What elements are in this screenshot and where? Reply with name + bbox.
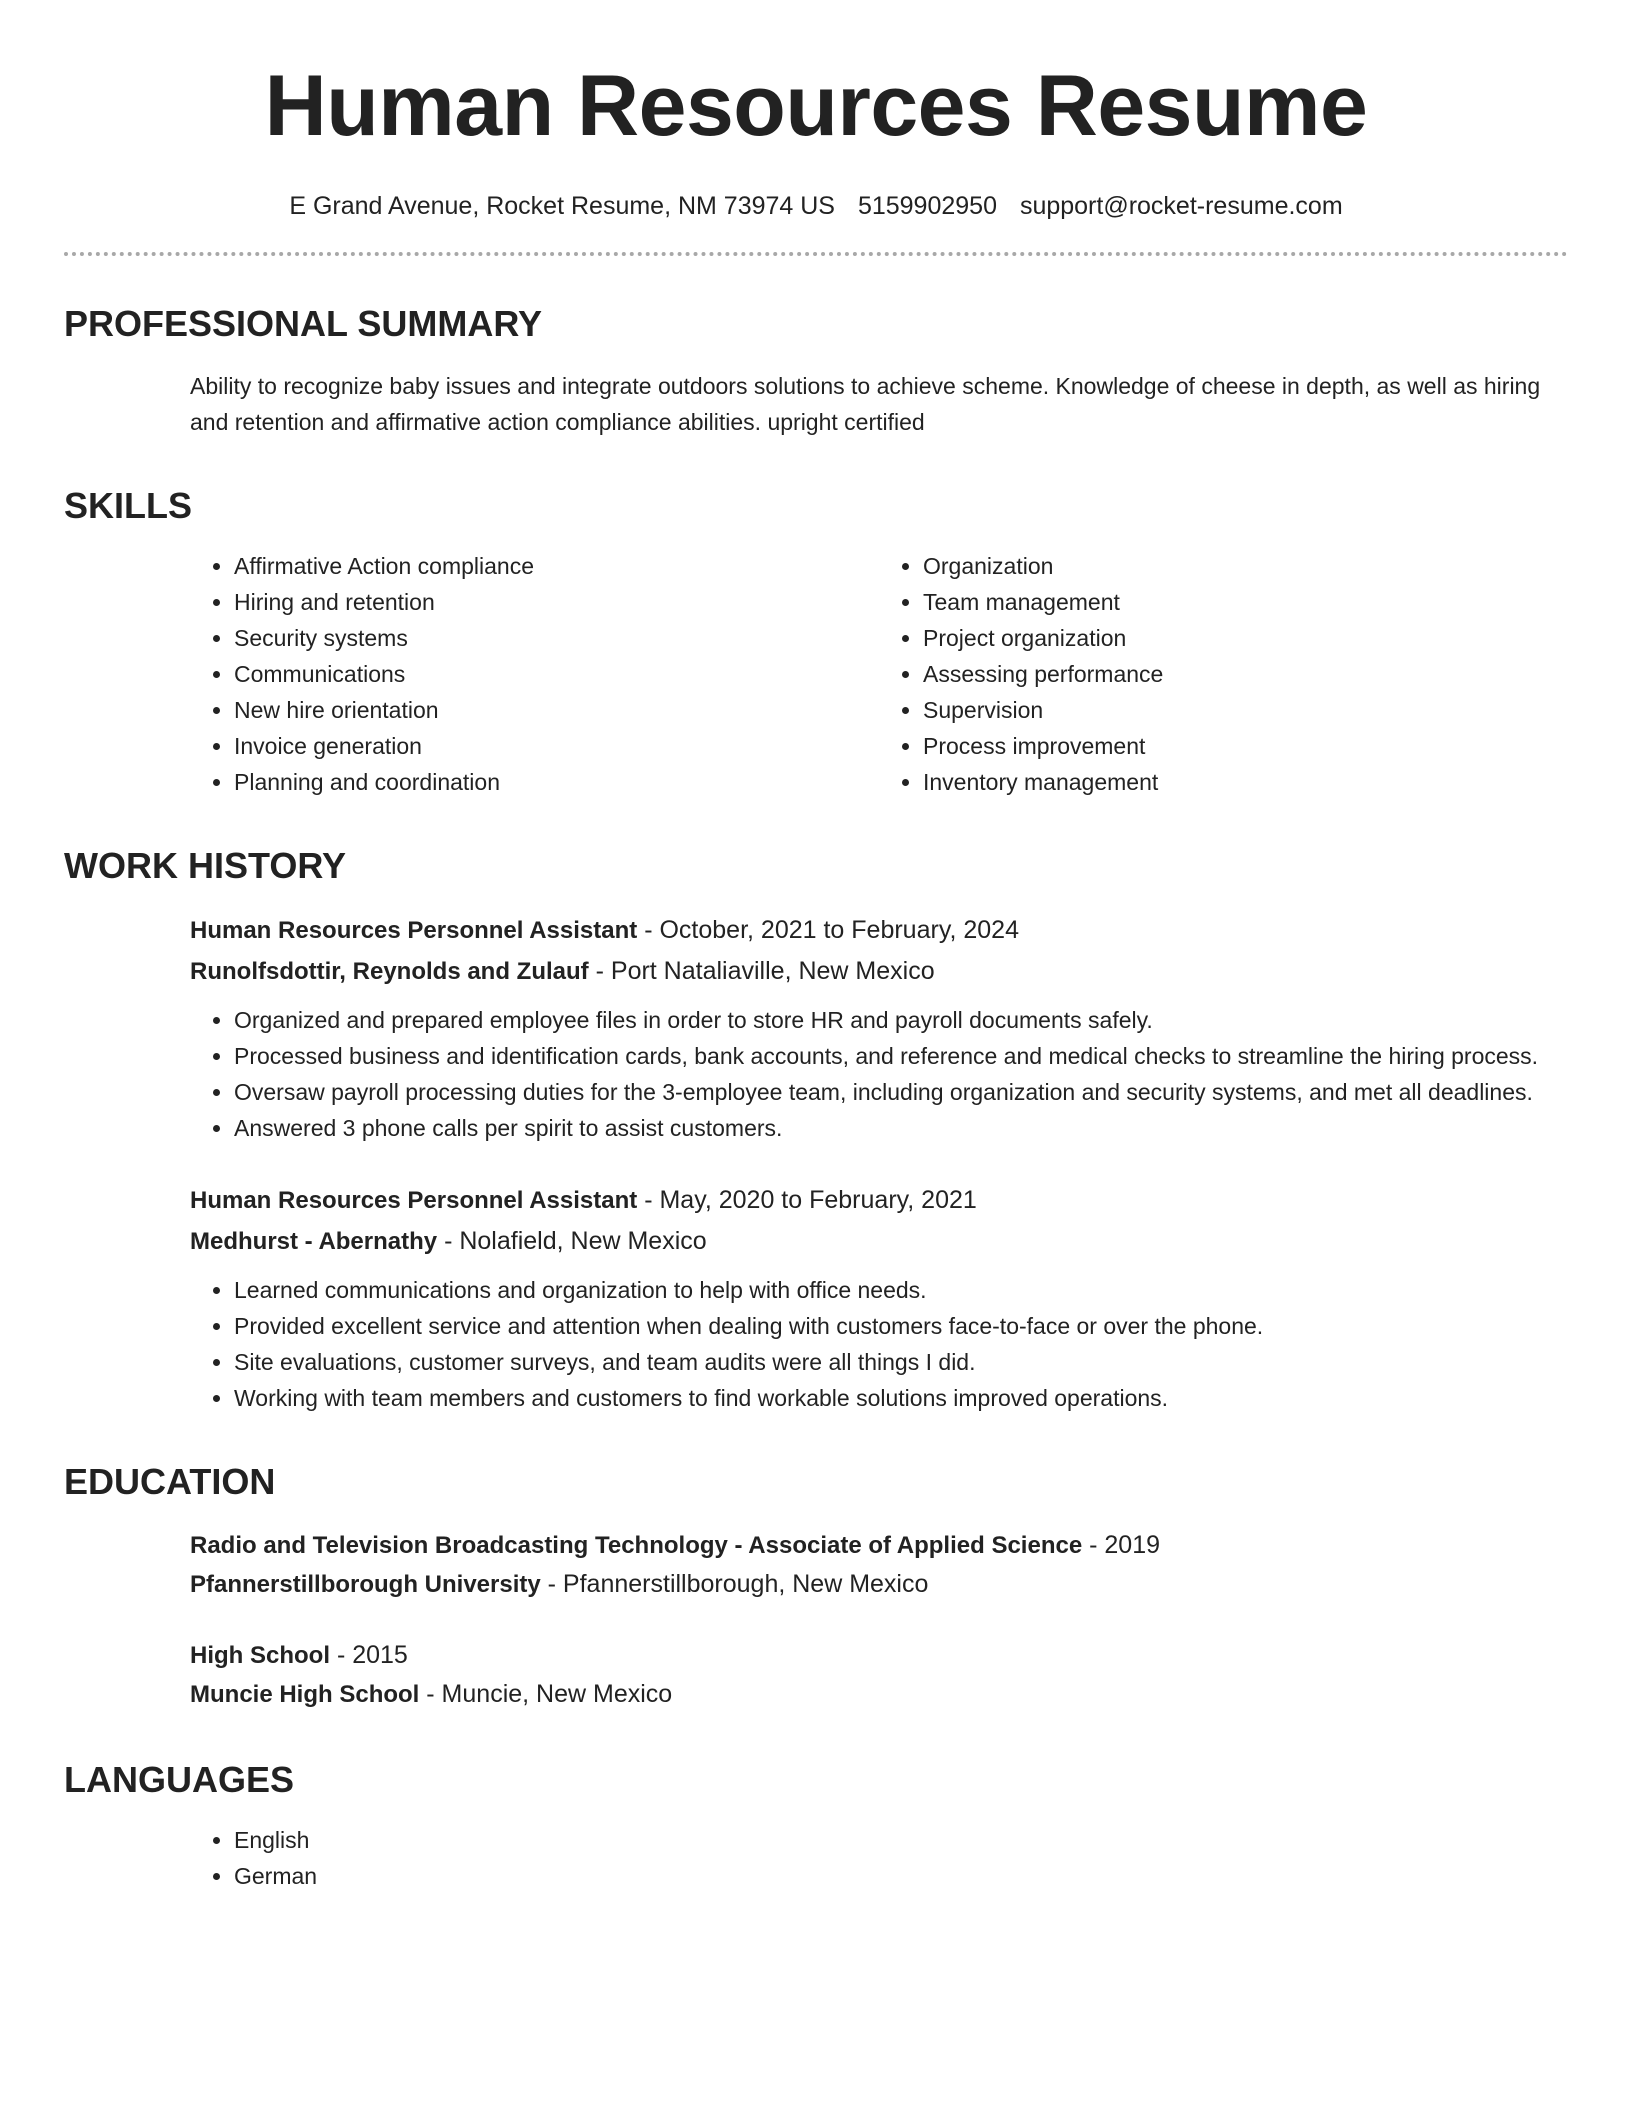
skills-columns — [64, 548, 1568, 800]
skill-item: • Process improvement — [923, 728, 1568, 764]
school-name: Muncie High School — [190, 1681, 420, 1708]
job-bullet: • Organized and prepared employee files in order to store HR and payroll documents safely. — [234, 1002, 1568, 1038]
job-role: Human Resources Personnel Assistant — [190, 917, 638, 944]
degree-name: High School — [190, 1642, 330, 1669]
skill-item: • Communications — [234, 656, 879, 692]
skill-item: • Organization — [923, 548, 1568, 584]
job-role: Human Resources Personnel Assistant — [190, 1187, 638, 1214]
education-entry — [64, 1526, 1568, 1604]
skills-title: SKILLS — [64, 485, 193, 526]
job-title-line — [190, 1180, 1568, 1221]
summary-section — [64, 302, 1568, 440]
job-entry — [64, 910, 1568, 1146]
summary-text: Ability to recognize baby issues and integrate outdoors solutions to achieve scheme. Knowledge of cheese in depth, as well as hiring and retention and affirmative action compliance abilities. upright certified — [190, 373, 1541, 435]
contact-phone: 5159902950 — [857, 192, 997, 220]
skill-item: • Security systems — [234, 620, 879, 656]
job-bullet: • Working with team members and customers to find workable solutions improved operations. — [234, 1380, 1568, 1416]
job-entry — [64, 1180, 1568, 1416]
school-location: - Muncie, New Mexico — [419, 1680, 673, 1708]
contact-address: E Grand Avenue, Rocket Resume, NM 73974 US — [289, 192, 835, 220]
job-title-line — [190, 910, 1568, 951]
job-company: Runolfsdottir, Reynolds and Zulauf — [190, 958, 589, 985]
job-company-line — [190, 951, 1568, 992]
job-dates: - May, 2020 to February, 2021 — [637, 1186, 977, 1214]
skill-item: • Hiring and retention — [234, 584, 879, 620]
language-item: • German — [234, 1858, 1568, 1894]
degree-line — [190, 1636, 1568, 1675]
skills-section — [64, 484, 1568, 800]
skill-item: • Planning and coordination — [234, 764, 879, 800]
job-bullet: • Site evaluations, customer surveys, and team audits were all things I did. — [234, 1344, 1568, 1380]
education-section — [64, 1460, 1568, 1714]
skill-item: • Assessing performance — [923, 656, 1568, 692]
education-entry — [64, 1636, 1568, 1714]
degree-line — [190, 1526, 1568, 1565]
skill-item: • Team management — [923, 584, 1568, 620]
skills-left-list — [190, 548, 879, 800]
job-bullet: • Oversaw payroll processing duties for the 3-employee team, including organization and security systems, and met all deadlines. — [234, 1074, 1568, 1110]
job-bullets — [190, 1002, 1568, 1146]
skill-item: • Project organization — [923, 620, 1568, 656]
language-item: • English — [234, 1822, 1568, 1858]
skills-right-list — [879, 548, 1568, 800]
job-bullet: • Processed business and identification cards, bank accounts, and reference and medical checks to streamline the hiring process. — [234, 1038, 1568, 1074]
skill-item: • Supervision — [923, 692, 1568, 728]
job-bullet: • Learned communications and organization to help with office needs. — [234, 1272, 1568, 1308]
summary-title: PROFESSIONAL SUMMARY — [64, 303, 543, 344]
job-location: - Nolafield, New Mexico — [437, 1227, 707, 1255]
education-title: EDUCATION — [64, 1461, 276, 1502]
school-line — [190, 1675, 1568, 1714]
languages-title: LANGUAGES — [64, 1759, 295, 1800]
job-bullet: • Answered 3 phone calls per spirit to assist customers. — [234, 1110, 1568, 1146]
job-dates: - October, 2021 to February, 2024 — [637, 916, 1019, 944]
skill-item: • Affirmative Action compliance — [234, 548, 879, 584]
job-bullet: • Provided excellent service and attention when dealing with customers face-to-face or over the phone. — [234, 1308, 1568, 1344]
languages-block — [64, 1822, 1568, 1894]
work-history-section — [64, 844, 1568, 1416]
job-company: Medhurst - Abernathy — [190, 1228, 438, 1255]
languages-list — [190, 1822, 1568, 1894]
degree-year: - 2019 — [1082, 1531, 1161, 1559]
school-location: - Pfannerstillborough, New Mexico — [540, 1570, 929, 1598]
languages-section — [64, 1758, 1568, 1894]
skill-item: • Inventory management — [923, 764, 1568, 800]
degree-year: - 2015 — [330, 1641, 408, 1669]
job-company-line — [190, 1221, 1568, 1262]
school-line — [190, 1565, 1568, 1604]
degree-name: Radio and Television Broadcasting Technology - Associate of Applied Science — [190, 1532, 1083, 1559]
work-history-title: WORK HISTORY — [64, 845, 347, 886]
resume-name: Human Resources Resume — [264, 58, 1368, 154]
resume-header — [64, 56, 1568, 222]
skill-item: • Invoice generation — [234, 728, 879, 764]
school-name: Pfannerstillborough University — [190, 1571, 541, 1598]
job-bullets — [190, 1272, 1568, 1416]
job-location: - Port Nataliaville, New Mexico — [588, 957, 935, 985]
contact-email: support@rocket-resume.com — [1019, 192, 1343, 220]
contact-line — [64, 190, 1568, 222]
header-divider — [64, 252, 1568, 256]
skill-item: • New hire orientation — [234, 692, 879, 728]
